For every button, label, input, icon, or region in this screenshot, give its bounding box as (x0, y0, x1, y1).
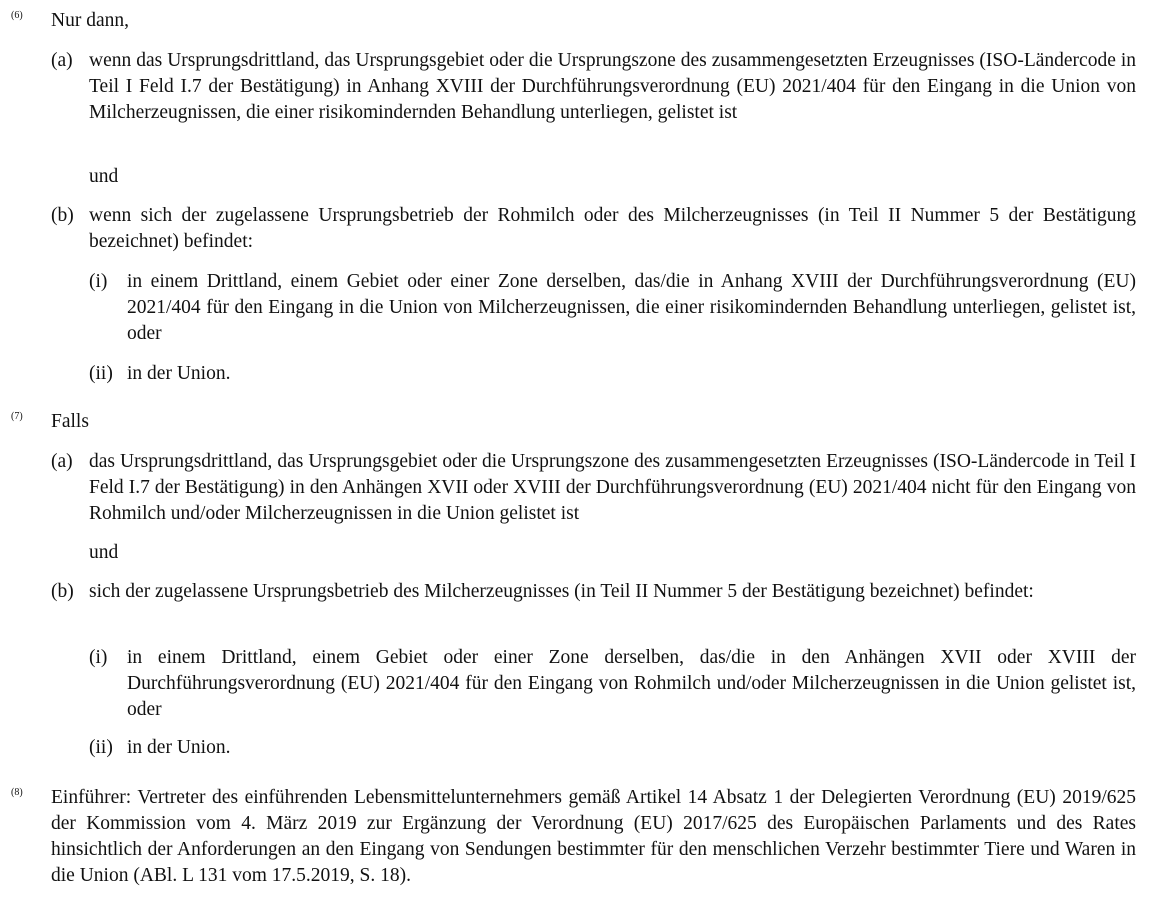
footnote-7-title: Falls (51, 411, 89, 432)
item-label: (a) (51, 50, 73, 71)
subitem-label: (i) (89, 271, 108, 292)
item-text: wenn das Ursprungsdrittland, das Ursprungsgebiet oder die Ursprungszone des zusammengesetzten Erzeugnisses (ISO-Ländercode in Teil I Feld I.7 der Bestätigung) in Anhang XVIII der Durchführungsverordnung (EU) 2021/404 für den Eingang in die Union von Milcherzeugnissen, die einer risikomindernden Behandlung unterliegen, gelistet ist (89, 50, 1136, 123)
item-text: das Ursprungsdrittland, das Ursprungsgebiet oder die Ursprungszone des zusammengesetzten Erzeugnisses (ISO-Ländercode in Teil I Feld I.7 der Bestätigung) in den Anhängen XVII oder XVIII der Durchführungsverordnung (EU) 2021/404 nicht für den Eingang von Rohmilch und/oder Milcherzeugnissen in die Union gelistet ist (89, 451, 1136, 524)
item-text: wenn sich der zugelassene Ursprungsbetrieb der Rohmilch oder des Milcherzeugnisses (in Teil II Nummer 5 der Bestätigung bezeichnet) befindet: (89, 205, 1136, 252)
subitem-text: in der Union. (127, 363, 231, 384)
footnote-6-title: Nur dann, (51, 10, 129, 31)
item-label: (b) (51, 205, 74, 226)
footnote-6-marker: (6) (11, 10, 23, 21)
footnote-8-text: Einführer: Vertreter des einführenden Lebensmittelunternehmers gemäß Artikel 14 Absatz 1 der Delegierten Verordnung (EU) 2019/625 der Kommission vom 4. März 2019 zur Ergänzung der Verordnung (EU) 2017/625 des Europäischen Parlaments und des Rates hinsichtlich der Anforderungen an den Eingang von Sendungen bestimmter für den menschlichen Verzehr bestimmter Tiere und Waren in die Union (ABl. L 131 vom 17.5.2019, S. 18). (51, 787, 1136, 886)
item-label: (a) (51, 451, 73, 472)
subitem-label: (ii) (89, 363, 113, 384)
subitem-text: in einem Drittland, einem Gebiet oder einer Zone derselben, das/die in Anhang XVIII der Durchführungsverordnung (EU) 2021/404 für den Eingang in die Union von Milcherzeugnissen, die einer risikomindernden Behandlung unterliegen, gelistet ist, oder (127, 271, 1136, 344)
footnote-7-und: und (89, 542, 119, 563)
subitem-text: in einem Drittland, einem Gebiet oder einer Zone derselben, das/die in den Anhängen XVII oder XVIII der Durchführungsverordnung (EU) 2021/404 für den Eingang von Rohmilch und/oder Milcherzeugnissen in die Union gelistet ist, oder (127, 647, 1136, 720)
item-label: (b) (51, 581, 74, 602)
footnote-7-marker: (7) (11, 411, 23, 422)
subitem-label: (i) (89, 647, 108, 668)
item-text: sich der zugelassene Ursprungsbetrieb des Milcherzeugnisses (in Teil II Nummer 5 der Bestätigung bezeichnet) befindet: (89, 581, 1034, 602)
subitem-label: (ii) (89, 737, 113, 758)
footnote-8-marker: (8) (11, 787, 23, 798)
subitem-text: in der Union. (127, 737, 231, 758)
footnote-6-und: und (89, 166, 119, 187)
